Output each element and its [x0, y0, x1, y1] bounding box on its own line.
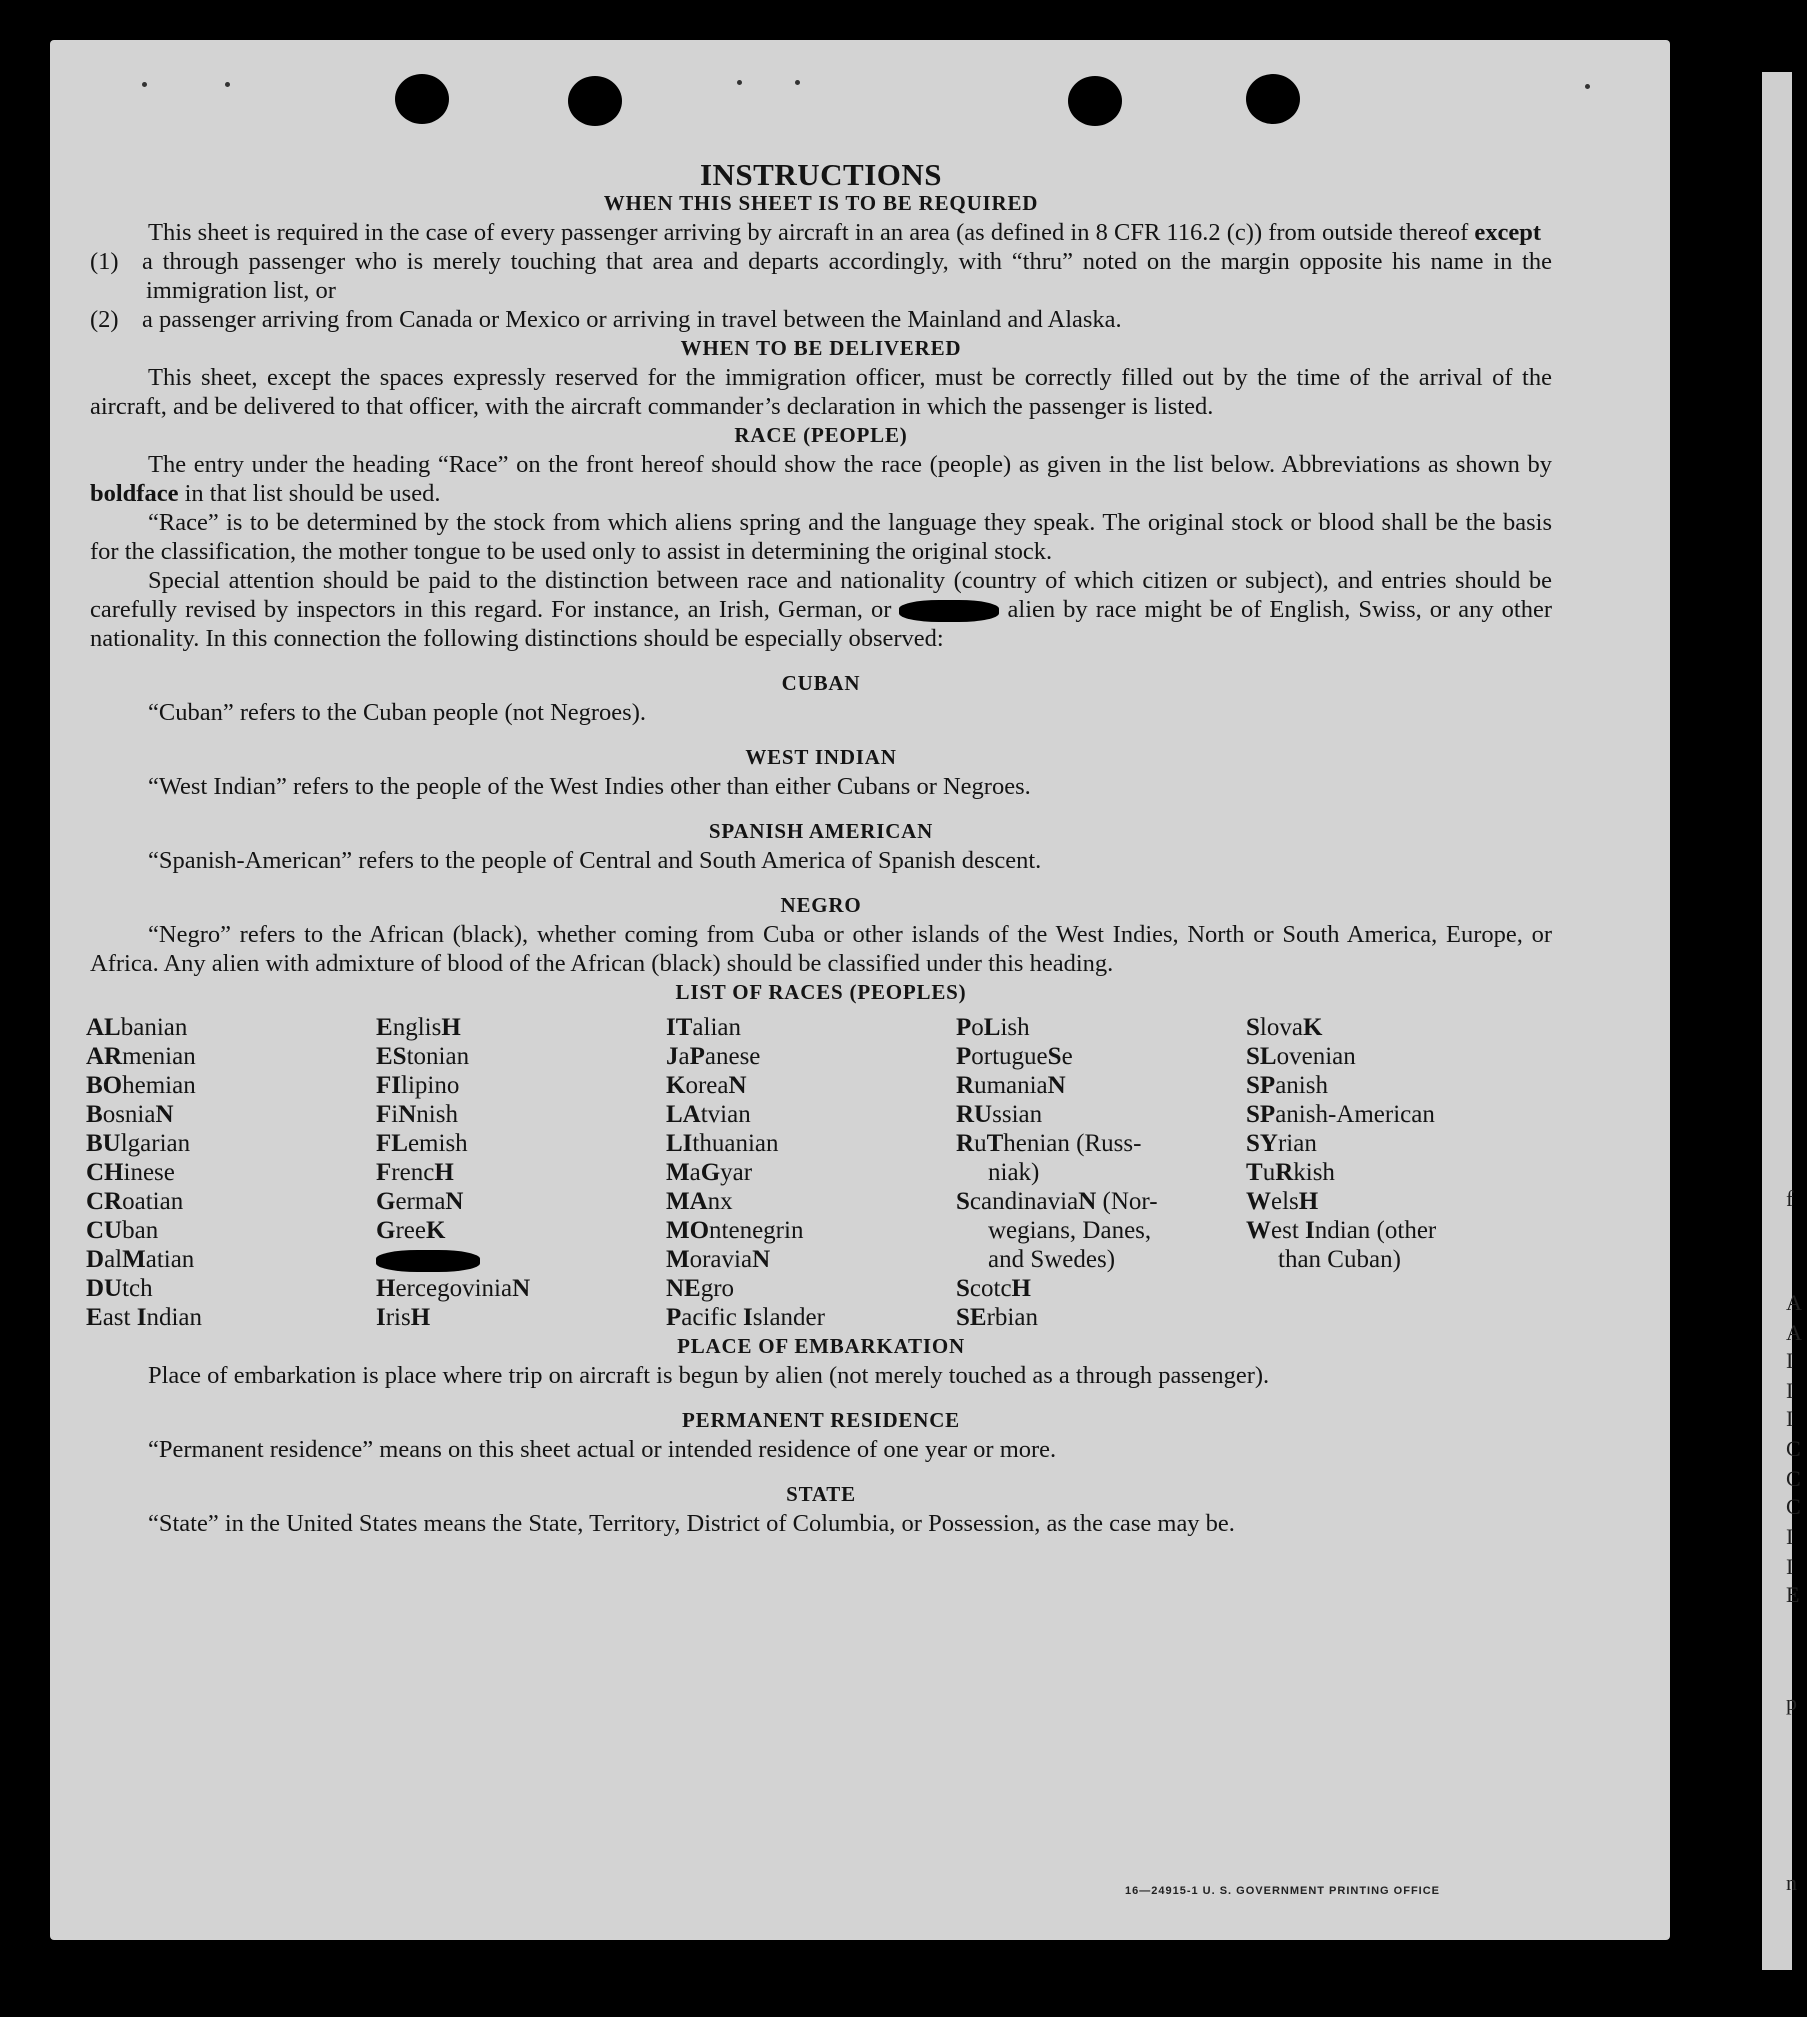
race-entry: MaGyar [666, 1159, 753, 1186]
ink-speck [795, 80, 800, 85]
redaction-mark [899, 600, 999, 622]
adjacent-page-letter: I [1786, 1348, 1794, 1373]
adjacent-page-letter: f [1786, 1186, 1794, 1211]
paragraph-text: alien by race might be of English, Swiss, or any other nationality. In this connection the following distinctions should be especially observed: [90, 596, 1553, 652]
race-entry: ScandinaviaN (Nor- [956, 1188, 1158, 1215]
race-entry: HercegoviniaN [376, 1275, 531, 1302]
adjacent-page-letter: I [1786, 1524, 1794, 1549]
paragraph: “Spanish-American” refers to the people of Central and South America of Spanish descent. [148, 847, 1042, 874]
race-entry: WelsH [1246, 1188, 1319, 1215]
list-text: a passenger arriving from Canada or Mexico or arriving in travel between the Mainland and Alaska. [142, 306, 1122, 333]
race-entry: FrencH [376, 1159, 454, 1186]
paragraph [90, 450, 1552, 508]
race-entry: SErbian [956, 1304, 1038, 1331]
ink-speck [225, 82, 230, 87]
race-entry: TuRkish [1246, 1159, 1335, 1186]
section-heading: NEGRO [780, 893, 862, 917]
race-entry: EnglisH [376, 1014, 461, 1041]
race-entry: RUssian [956, 1101, 1043, 1128]
race-entry: DalMatian [86, 1246, 195, 1273]
race-entry: MoraviaN [666, 1246, 771, 1273]
race-entry: RuThenian (Russ- [956, 1130, 1142, 1157]
race-entry: DUtch [86, 1275, 153, 1302]
ink-speck [1585, 84, 1590, 89]
adjacent-page-letter: C [1786, 1466, 1801, 1491]
race-entry: than Cuban) [1278, 1246, 1401, 1273]
paragraph: “Permanent residence” means on this sheet actual or intended residence of one year or more. [148, 1436, 1057, 1463]
race-entry: ScotcH [956, 1275, 1031, 1302]
paragraph-text: The entry under the heading “Race” on the front hereof should show the race (people) as given in the list below. Abbreviations as shown by [148, 451, 1552, 478]
race-entry: East Indian [86, 1304, 202, 1331]
race-entry: CUban [86, 1217, 159, 1244]
paragraph: “Negro” refers to the African (black), whether coming from Cuba or other islands of the West Indies, North or South America, Europe, or Africa. Any alien with admixture of blood of the African (black) should be classified under this heading. [90, 921, 1552, 977]
race-entry: FIlipino [376, 1072, 460, 1099]
punch-hole [568, 76, 622, 126]
paragraph: Place of embarkation is place where trip on aircraft is begun by alien (not merely touched as a through passenger). [148, 1362, 1270, 1389]
race-entry: SlovaK [1246, 1014, 1323, 1041]
redaction-mark [376, 1250, 480, 1272]
race-entry: RumaniaN [956, 1072, 1066, 1099]
race-entry: LIthuanian [666, 1130, 779, 1157]
paragraph: “State” in the United States means the State, Territory, District of Columbia, or Possession, as the case may be. [148, 1510, 1235, 1537]
race-entry: ALbanian [86, 1014, 188, 1041]
paragraph-text: in that list should be used. [184, 480, 441, 507]
list-item [90, 247, 1552, 305]
race-column [1246, 1013, 1536, 1332]
race-entry: JaPanese [666, 1043, 761, 1070]
section-heading: LIST OF RACES (PEOPLES) [675, 980, 967, 1004]
adjacent-page-letter: A [1786, 1320, 1802, 1345]
list-number: (2) [90, 306, 119, 333]
race-entry: PoLish [956, 1014, 1030, 1041]
race-entry: EStonian [376, 1043, 470, 1070]
ink-speck [737, 80, 742, 85]
race-entry: GermaN [376, 1188, 464, 1215]
race-column [376, 1013, 666, 1332]
punch-hole [1068, 76, 1122, 126]
adjacent-page-letter: C [1786, 1494, 1801, 1519]
paragraph: This sheet, except the spaces expressly reserved for the immigration officer, must be correctly filled out by the time of the arrival of the aircraft, and be delivered to that officer, with the aircraft commander’s declaration in which the passenger is listed. [90, 364, 1552, 420]
paragraph [90, 566, 1552, 653]
race-entry: CHinese [86, 1159, 175, 1186]
race-entry: FiNnish [376, 1101, 458, 1128]
section-heading: PLACE OF EMBARKATION [677, 1334, 965, 1358]
paragraph: “West Indian” refers to the people of the West Indies other than either Cubans or Negroes. [148, 773, 1031, 800]
bold-text: boldface [90, 480, 179, 507]
race-entry: MAnx [666, 1188, 733, 1215]
list-item [90, 305, 1552, 334]
race-entry: PortugueSe [956, 1043, 1073, 1070]
ink-speck [142, 82, 147, 87]
section-heading: SPANISH AMERICAN [708, 819, 934, 843]
paragraph [90, 218, 1552, 247]
race-entry [376, 1245, 666, 1274]
section-heading: RACE (PEOPLE) [734, 423, 908, 447]
list-text: a through passenger who is merely touching that area and departs accordingly, with “thru” noted on the margin opposite his name in the immigration list, or [142, 248, 1552, 304]
race-entry: BOhemian [86, 1072, 196, 1099]
race-entry: BosniaN [86, 1101, 174, 1128]
race-column [86, 1013, 376, 1332]
adjacent-page-letter: p [1786, 1690, 1797, 1715]
section-heading: WEST INDIAN [745, 745, 897, 769]
race-entry: IrisH [376, 1304, 431, 1331]
race-entry: MOntenegrin [666, 1217, 804, 1244]
adjacent-page-letter: I [1786, 1554, 1794, 1579]
race-entry: ARmenian [86, 1043, 196, 1070]
section-heading: WHEN THIS SHEET IS TO BE REQUIRED [603, 191, 1039, 215]
race-entry: SYrian [1246, 1130, 1317, 1157]
race-list [86, 1013, 1566, 1332]
race-entry: West Indian (other [1246, 1217, 1437, 1244]
punch-hole [1246, 74, 1300, 124]
race-entry: wegians, Danes, [988, 1217, 1152, 1244]
adjacent-page-letter: A [1786, 1290, 1802, 1315]
paragraph-text: This sheet is required in the case of every passenger arriving by aircraft in an area (as defined in 8 CFR 116.2 (c)) from outside thereof [148, 219, 1469, 246]
race-entry: SLovenian [1246, 1043, 1356, 1070]
adjacent-page-letter: I [1786, 1378, 1794, 1403]
race-entry: SPanish-American [1246, 1101, 1435, 1128]
page-title: INSTRUCTIONS [699, 157, 942, 192]
instructions-body [86, 157, 1553, 1538]
race-entry: SPanish [1246, 1072, 1328, 1099]
paragraph: “Cuban” refers to the Cuban people (not Negroes). [148, 699, 646, 726]
adjacent-page-letter: C [1786, 1436, 1801, 1461]
race-entry: CRoatian [86, 1188, 184, 1215]
paragraph-text: Special attention should be paid to the distinction between race and nationality (country of which citizen or subject), and entries should be carefully revised by inspectors in this regard. For instance, an Irish, German, or [90, 567, 1552, 623]
adjacent-page-letter: n [1786, 1870, 1797, 1895]
race-entry: niak) [988, 1159, 1040, 1186]
adjacent-page-edge [1762, 72, 1792, 1970]
section-heading: CUBAN [781, 671, 861, 695]
bold-text: except [1474, 219, 1542, 246]
section-heading: PERMANENT RESIDENCE [682, 1408, 960, 1432]
race-entry: GreeK [376, 1217, 446, 1244]
list-number: (1) [90, 248, 119, 275]
paragraph: “Race” is to be determined by the stock from which aliens spring and the language they speak. The original stock or blood shall be the basis for the classification, the mother tongue to be used only to assist in determining the original stock. [90, 509, 1552, 565]
race-entry: ITalian [666, 1014, 741, 1041]
race-entry: and Swedes) [988, 1246, 1116, 1273]
race-entry: LAtvian [666, 1101, 751, 1128]
race-entry: NEgro [666, 1275, 735, 1302]
race-entry: BUlgarian [86, 1130, 191, 1157]
adjacent-page-letter: I [1786, 1406, 1794, 1431]
document-page [50, 40, 1670, 1940]
section-heading: WHEN TO BE DELIVERED [680, 336, 962, 360]
race-entry: KoreaN [666, 1072, 747, 1099]
race-column [666, 1013, 956, 1332]
punch-hole [395, 74, 449, 124]
race-column [956, 1013, 1246, 1332]
race-entry: FLemish [376, 1130, 468, 1157]
race-entry: Pacific Islander [666, 1304, 825, 1331]
section-heading: STATE [786, 1482, 856, 1506]
adjacent-page-letter: E [1786, 1582, 1800, 1607]
printing-office-code: 16—24915-1 U. S. GOVERNMENT PRINTING OFFICE [1125, 1885, 1441, 1897]
